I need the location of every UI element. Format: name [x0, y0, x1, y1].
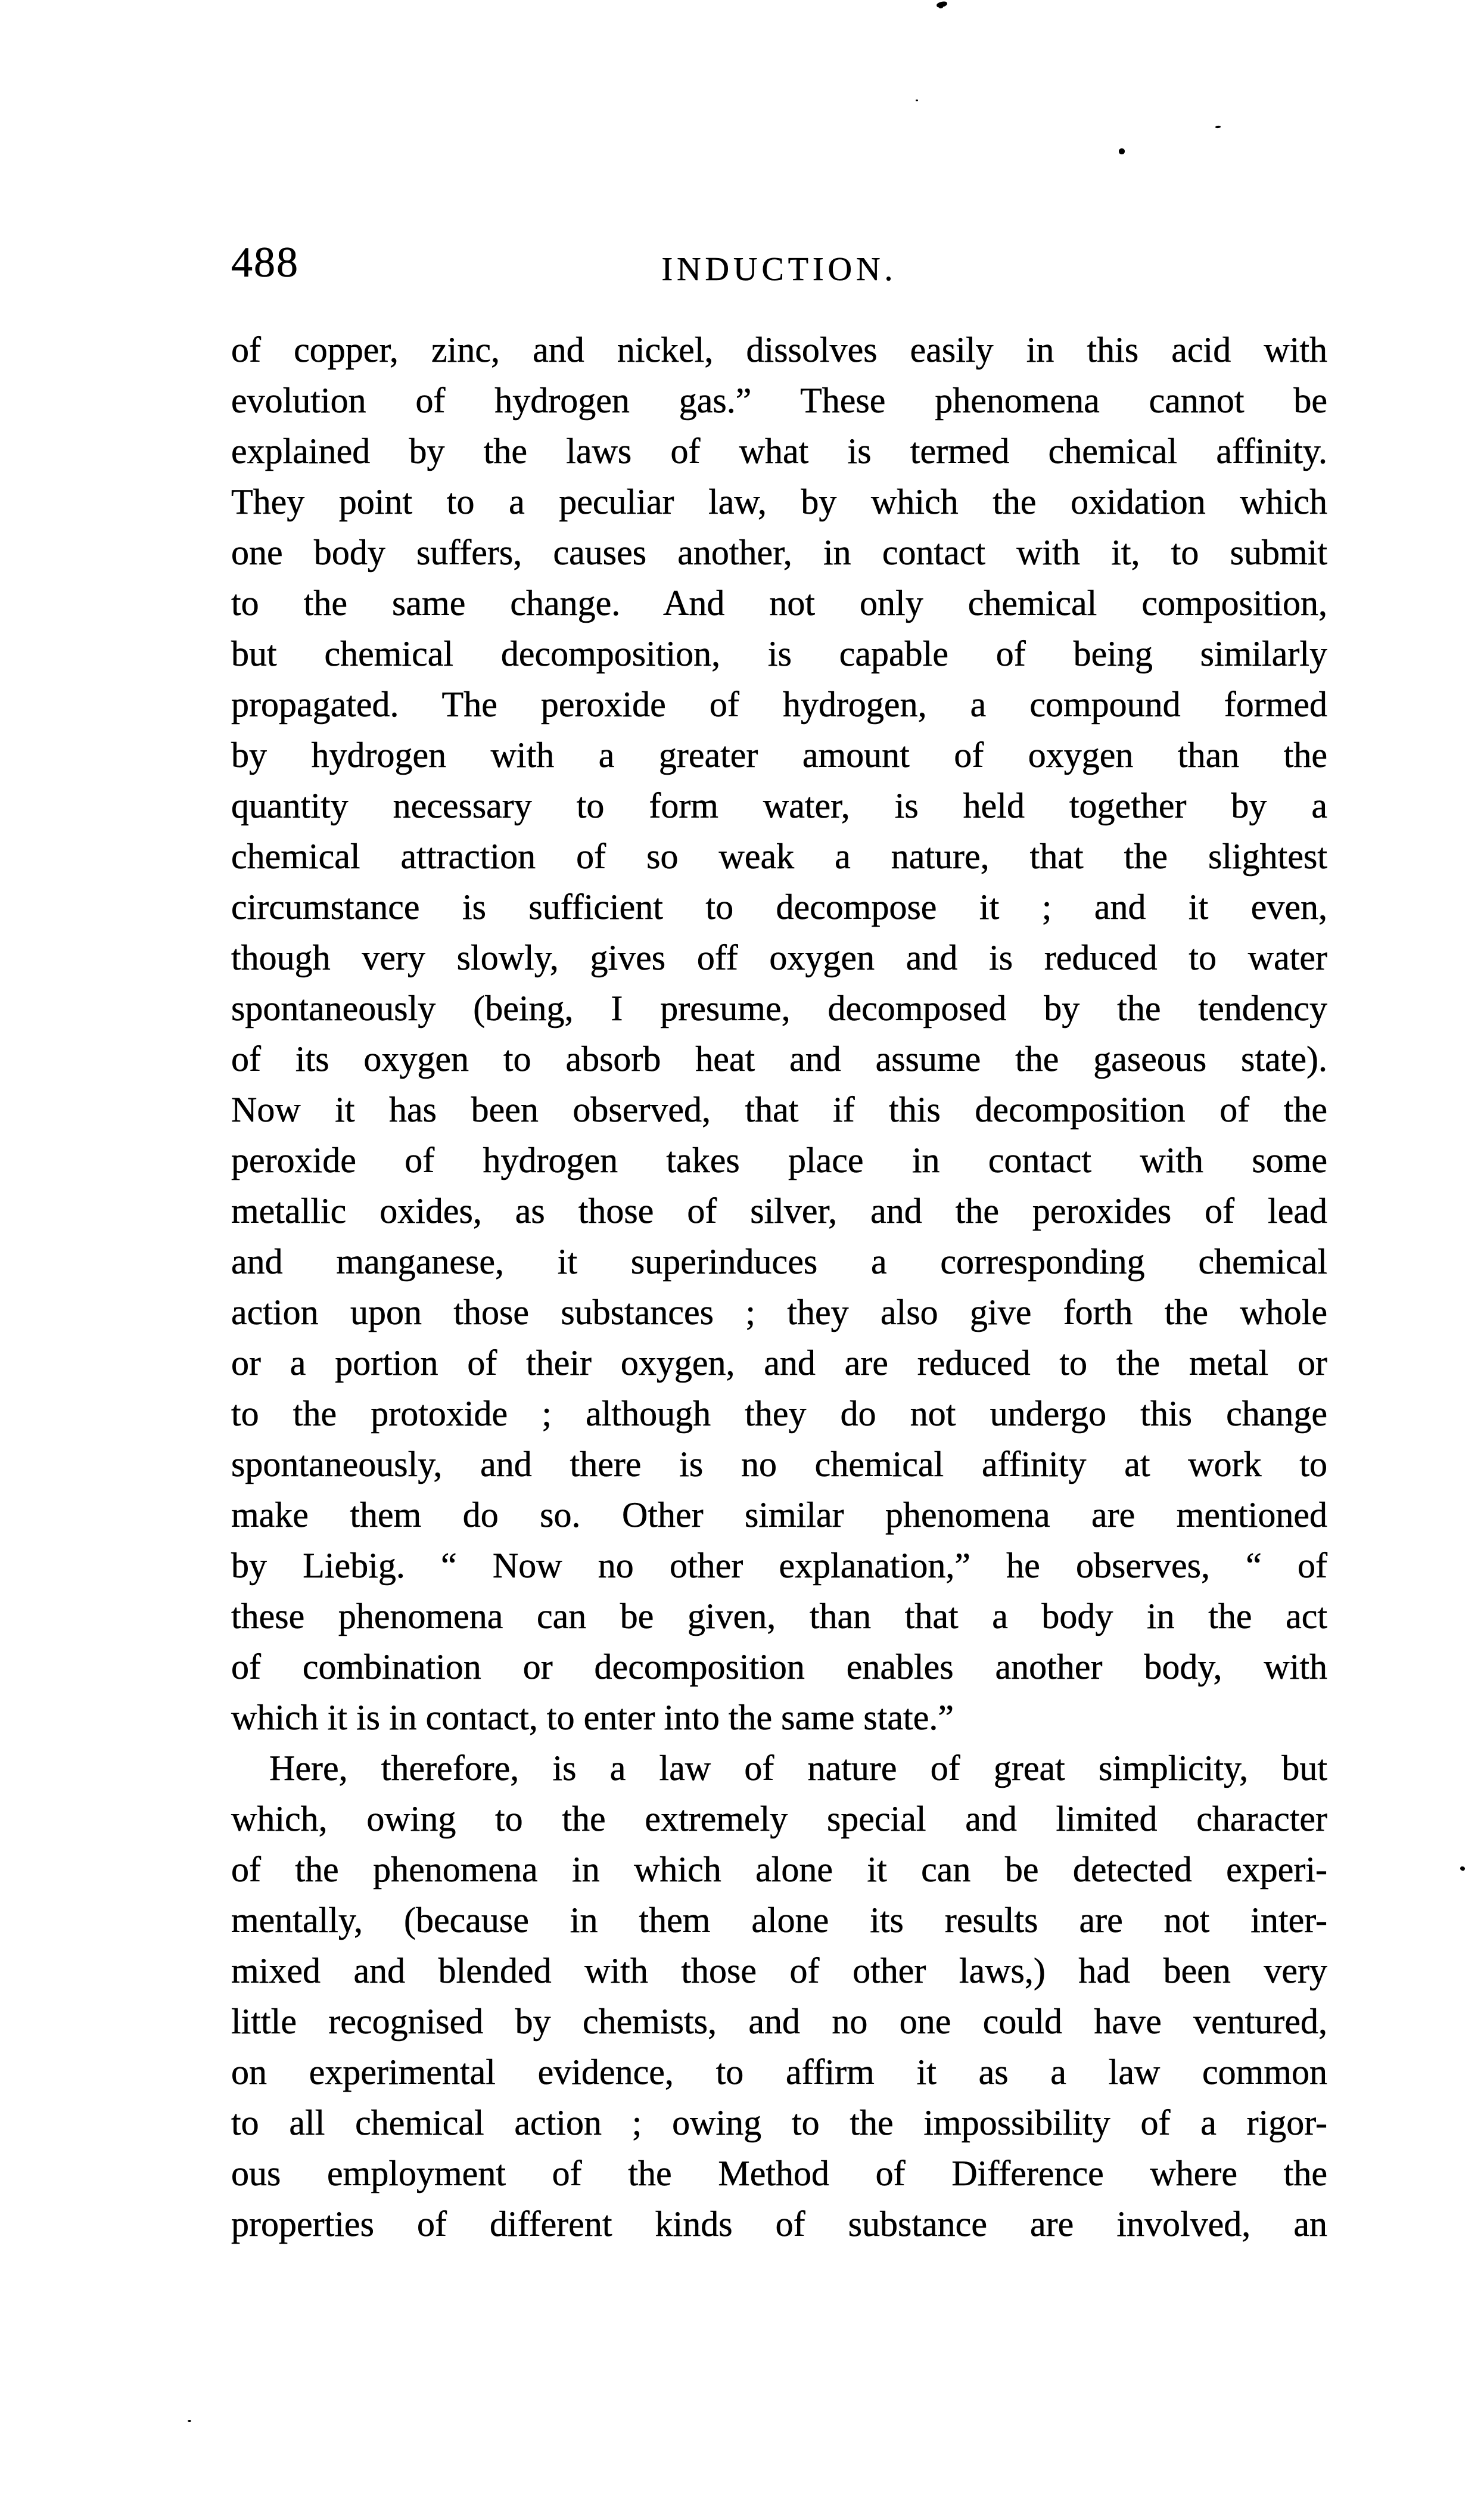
text-line: to the protoxide ; although they do not undergo this change [231, 1394, 1327, 1433]
ink-speck [939, 5, 944, 8]
text-line: spontaneously (being, I presume, decomposed by the tendency [231, 989, 1327, 1028]
text-line: metallic oxides, as those of silver, and the peroxides of lead [231, 1191, 1327, 1231]
text-line: properties of different kinds of substance are involved, an [231, 2204, 1327, 2244]
text-line: chemical attraction of so weak a nature, that the slightest [231, 837, 1327, 876]
ink-speck [1119, 148, 1125, 154]
text-line: evolution of hydrogen gas.” These phenomena cannot be [231, 381, 1327, 420]
text-line: mixed and blended with those of other laws,) had been very [231, 1951, 1327, 1990]
text-line: to all chemical action ; owing to the impossibility of a rigor- [231, 2103, 1327, 2142]
text-line: or a portion of their oxygen, and are reduced to the metal or [231, 1343, 1327, 1383]
text-line: little recognised by chemists, and no one could have ventured, [231, 2002, 1327, 2041]
text-line: and manganese, it superinduces a corresponding chemical [231, 1242, 1327, 1281]
ink-speck [916, 100, 918, 101]
text-line: circumstance is sufficient to decompose it ; and it even, [231, 887, 1327, 927]
running-head: INDUCTION. [661, 251, 897, 288]
text-line: which it is in contact, to enter into the same state.” [231, 1698, 954, 1737]
text-line: of copper, zinc, and nickel, dissolves easily in this acid with [231, 330, 1327, 369]
text-line: by Liebig. “ Now no other explanation,” he observes, “ of [231, 1546, 1327, 1585]
ink-speck [1460, 1866, 1466, 1871]
text-line: ous employment of the Method of Difference where the [231, 2154, 1327, 2193]
text-line: mentally, (because in them alone its results are not inter- [231, 1900, 1327, 1940]
text-line: They point to a peculiar law, by which the oxidation which [231, 482, 1327, 521]
text-line: on experimental evidence, to affirm it as a law common [231, 2052, 1327, 2092]
text-line: explained by the laws of what is termed chemical affinity. [231, 431, 1327, 471]
text-line: though very slowly, gives off oxygen and is reduced to water [231, 938, 1327, 977]
ink-speck [1215, 126, 1221, 129]
text-line: action upon those substances ; they also give forth the whole [231, 1293, 1327, 1332]
text-line: but chemical decomposition, is capable of being similarly [231, 634, 1327, 673]
text-line: Here, therefore, is a law of nature of great simplicity, but [269, 1748, 1327, 1788]
text-line: propagated. The peroxide of hydrogen, a compound formed [231, 685, 1327, 724]
text-line: which, owing to the extremely special and limited character [231, 1799, 1327, 1838]
text-line: these phenomena can be given, than that a body in the act [231, 1596, 1327, 1636]
page-number: 488 [231, 238, 299, 286]
text-line: quantity necessary to form water, is held together by a [231, 786, 1327, 825]
text-line: Now it has been observed, that if this decomposition of the [231, 1090, 1327, 1129]
text-line: of its oxygen to absorb heat and assume the gaseous state). [231, 1039, 1327, 1079]
text-line: of the phenomena in which alone it can be detected experi- [231, 1850, 1327, 1889]
ink-speck [188, 2420, 191, 2422]
text-line: spontaneously, and there is no chemical affinity at work to [231, 1445, 1327, 1484]
text-line: peroxide of hydrogen takes place in contact with some [231, 1141, 1327, 1180]
text-line: to the same change. And not only chemical composition, [231, 583, 1327, 623]
text-line: make them do so. Other similar phenomena are mentioned [231, 1495, 1327, 1535]
body-text [231, 325, 1327, 2250]
text-line: one body suffers, causes another, in contact with it, to submit [231, 533, 1327, 572]
text-line: of combination or decomposition enables another body, with [231, 1647, 1327, 1686]
text-line: by hydrogen with a greater amount of oxygen than the [231, 735, 1327, 775]
